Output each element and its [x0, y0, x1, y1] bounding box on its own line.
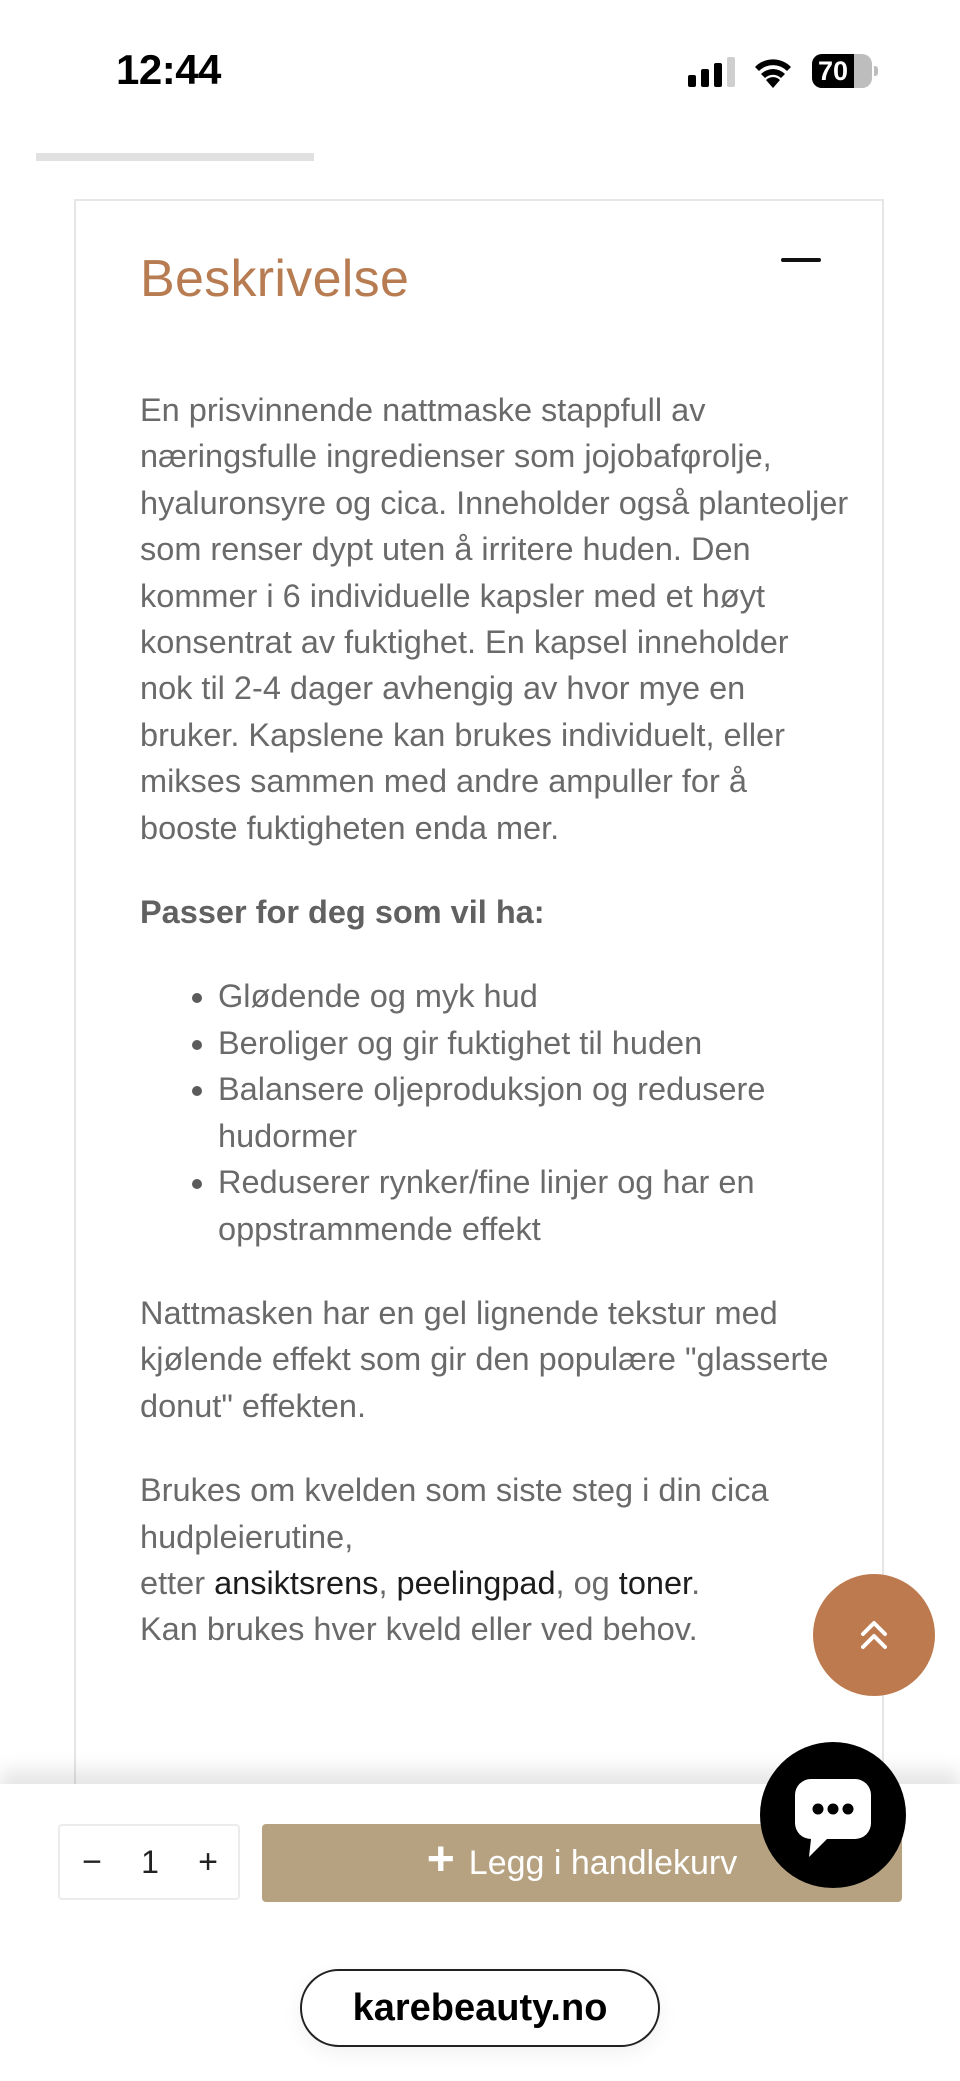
battery-percent: 70 [817, 56, 849, 86]
cellular-signal-icon [688, 57, 736, 87]
quantity-increase-button[interactable]: + [198, 1843, 218, 1881]
list-item: • Reduserer rynker/fine linjer og har en oppstrammende effekt [218, 1159, 850, 1252]
quantity-stepper [58, 1824, 240, 1900]
usage-text: Brukes om kvelden som siste steg i din cica hudpleierutine, [140, 1472, 769, 1555]
benefits-list [140, 973, 850, 1251]
add-to-cart-label: Legg i handlekurv [468, 1843, 738, 1882]
usage-text: . [691, 1564, 701, 1601]
quantity-decrease-button[interactable]: − [82, 1843, 102, 1881]
link-toner[interactable]: toner [618, 1564, 692, 1601]
usage-paragraph [140, 1467, 850, 1653]
link-peelingpad[interactable]: peelingpad [396, 1564, 556, 1601]
texture-paragraph: Nattmasken har en gel lignende tekstur med kjølende effekt som gir den populære "glasserte donut" effekten. [140, 1294, 829, 1424]
chat-bubble-icon [793, 1777, 873, 1859]
chat-button[interactable] [760, 1742, 906, 1888]
usage-text: etter [140, 1564, 215, 1601]
usage-text: , og [555, 1564, 619, 1601]
scroll-to-top-button[interactable] [813, 1574, 935, 1696]
list-item: • Beroliger og gir fuktighet til huden [218, 1020, 850, 1066]
benefits-heading: Passer for deg som vil ha: [140, 894, 545, 931]
link-ansiktsrens[interactable]: ansiktsrens [214, 1564, 379, 1601]
battery-icon [812, 54, 872, 88]
status-bar [0, 0, 960, 120]
status-time: 12:44 [116, 46, 221, 93]
list-item: • Balansere oljeproduksjon og redusere hudormer [218, 1066, 850, 1159]
plus-icon: + [426, 1833, 455, 1886]
accordion-title[interactable]: Beskrivelse [140, 250, 410, 308]
list-item: • Glødende og myk hud [218, 973, 850, 1019]
browser-url-bar[interactable]: karebeauty.no [300, 1969, 660, 2047]
description-intro: En prisvinnende nattmaske stappfull av næringsfulle ingredienser som jojobafφrolje, hyaluronsyre og cica. Inneholder også planteoljer som renser dypt uten å irritere huden. Den kommer i 6 individuelle kapsler med et høyt konsentrat av fuktighet. En kapsel inneholder nok til 2-4 dager avhengig av hvor mye en bruker. Kapslene kan brukes individuelt, eller mikses sammen med andre ampuller for å booste fuktigheten enda mer. [140, 392, 849, 846]
quantity-input[interactable]: 1 [141, 1844, 159, 1880]
scroll-progress-bar [36, 153, 314, 161]
double-chevron-up-icon [859, 1618, 889, 1652]
usage-text: , [378, 1564, 397, 1601]
usage-text: Kan brukes hver kveld eller ved behov. [140, 1611, 698, 1648]
description-accordion [74, 199, 884, 1899]
product-description [140, 387, 850, 1691]
wifi-icon [753, 54, 793, 88]
minus-icon[interactable] [781, 258, 821, 262]
